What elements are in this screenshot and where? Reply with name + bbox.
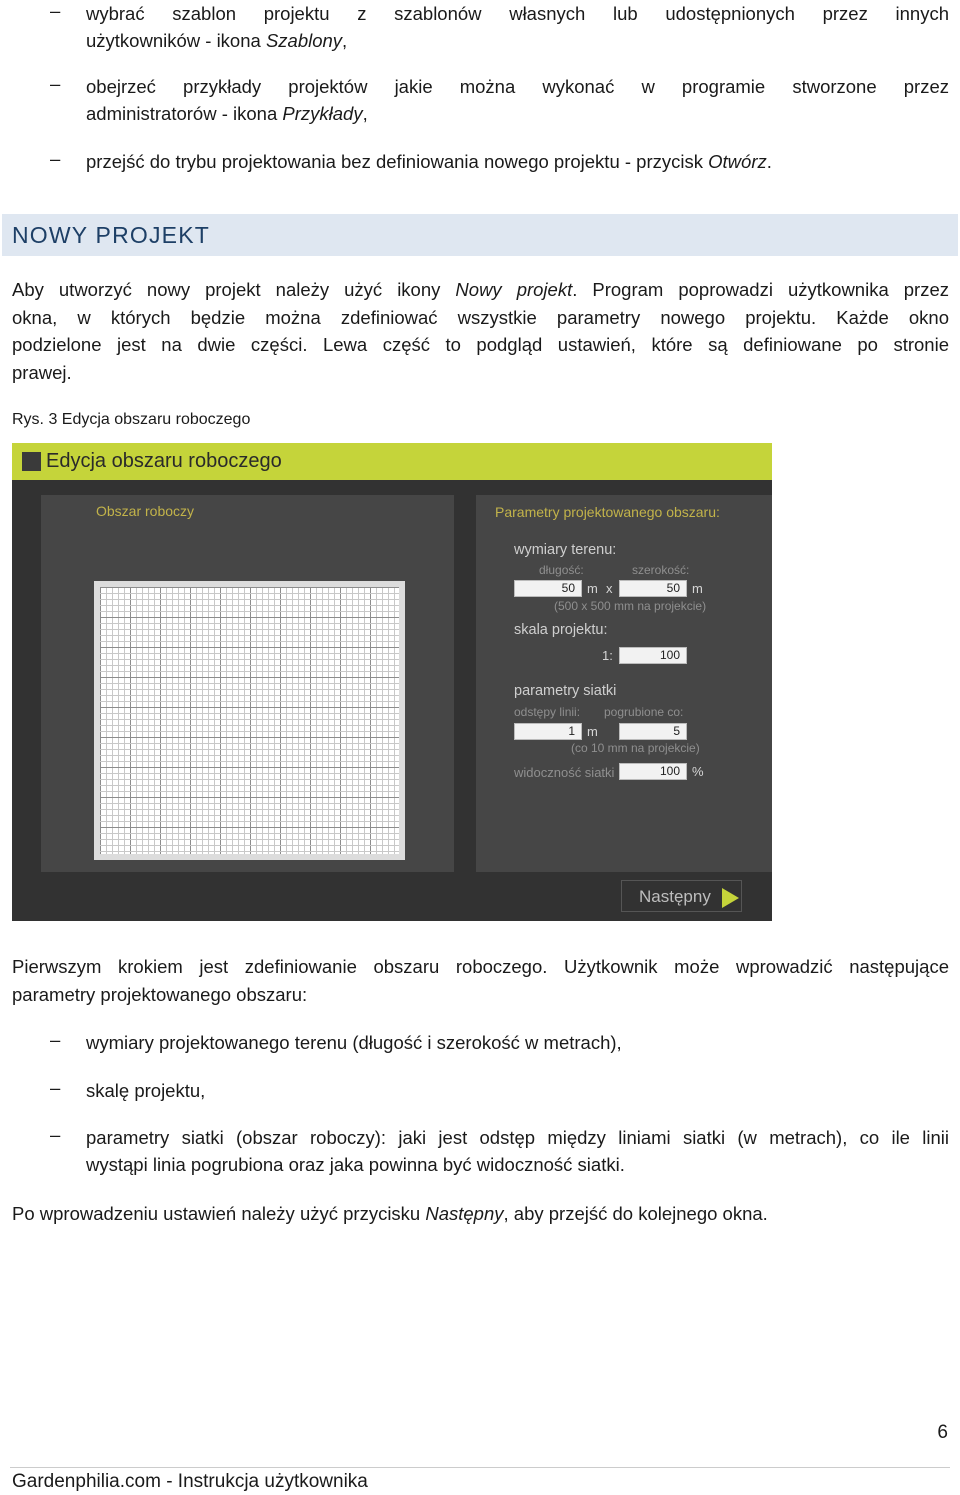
window-title: Edycja obszaru roboczego [46,450,282,472]
footer-divider [10,1467,950,1468]
page-number: 6 [937,1422,948,1443]
bullet-text [86,73,949,127]
section-heading [2,214,958,256]
figure-caption: Rys. 3 Edycja obszaru roboczego [12,411,251,428]
scale-prefix: 1: [602,648,613,663]
next-button-label: Następny [639,887,711,906]
window-square-icon [22,452,41,471]
italic-term: Szablony [265,30,343,51]
workspace-panel-title: Obszar roboczy [96,503,195,519]
bullet-text [86,0,949,54]
steps-paragraph [12,953,949,1008]
width-unit: m [692,581,703,596]
text-line: użytkowników - ikona Szablony, [86,30,348,51]
text-line: okna, w których będzie można zdefiniować wszystkie parametry nowego projektu. Każde okno [12,306,949,328]
grid-visibility-label: widoczność siatki [514,765,615,780]
text-line: skalę projektu, [86,1080,206,1101]
size-note: (500 x 500 mm na projekcie) [554,599,707,613]
text-line: wystąpi linia pogrubiona oraz jaka powinna być widoczność siatki. [86,1154,625,1175]
grid-note: (co 10 mm na projekcie) [571,741,700,755]
closing-paragraph [12,1200,949,1228]
app-screenshot-figure [12,443,772,921]
bullet-text [86,1124,949,1178]
grid-preview-canvas [100,587,399,854]
bullet-dash: – [50,1124,61,1145]
bold-every-input[interactable]: 5 [619,723,687,740]
bullet-dash: – [50,0,61,21]
text-line: wymiary projektowanego terenu (długość i szerokość w metrach), [86,1032,622,1053]
scale-input[interactable]: 100 [619,647,687,664]
text-line: parametry siatki (obszar roboczy): jaki jest odstęp między liniami siatki (w metrach), co ile linii [86,1127,949,1148]
text-line: przejść do trybu projektowania bez definiowania nowego projektu - przycisk Otwórz. [86,151,772,172]
line-spacing-input[interactable]: 1 [514,723,582,740]
line-spacing-unit: m [587,724,598,739]
text-line: prawej. [12,361,72,383]
italic-term: Nowy projekt [455,279,573,300]
percent-unit: % [692,764,704,779]
italic-term: Przykłady [282,103,363,124]
bullet-text [86,1077,949,1104]
length-input[interactable]: 50 [514,580,582,597]
line-spacing-label: odstępy linii: [514,705,581,719]
bullet-dash: – [50,1077,61,1098]
times-sign: x [606,581,613,596]
section-title: NOWY PROJEKT [12,222,210,248]
grid-params-label: parametry siatki [514,683,617,699]
window-title-bar [12,443,772,480]
grid-visibility-input[interactable]: 100 [619,763,687,780]
scale-label: skala projektu: [514,622,608,638]
parameters-panel-title: Parametry projektowanego obszaru: [495,504,720,520]
italic-term: Następny [425,1203,504,1224]
footer-text: Gardenphilia.com - Instrukcja użytkownika [12,1471,368,1492]
length-label: długość: [539,563,584,577]
text-line: Po wprowadzeniu ustawień należy użyć przycisku Następny, aby przejść do kolejnego okna. [12,1203,768,1224]
bullet-dash: – [50,148,61,169]
length-unit: m [587,581,598,596]
text-line: Pierwszym krokiem jest zdefiniowanie obszaru roboczego. Użytkownik może wprowadzić następujące [12,956,949,977]
text-line: Aby utworzyć nowy projekt należy użyć ikony Nowy projekt. Program poprowadzi użytkownika przez [12,279,949,300]
italic-term: Otwórz [708,151,767,172]
text-line: administratorów - ikona Przykłady, [86,103,368,124]
text-line: podzielone jest na dwie części. Lewa część to podgląd ustawień, które są definiowane po stronie [12,334,949,355]
text-line: parametry projektowanego obszaru: [12,983,308,1005]
next-button[interactable] [621,880,742,912]
parameters-panel [476,495,772,872]
text-line: wybrać szablon projektu z szablonów własnych lub udostępnionych przez innych [86,3,949,24]
bold-every-label: pogrubione co: [604,705,684,719]
grid-preview [94,581,405,860]
workspace-preview-panel [41,495,454,872]
bullet-text [86,148,949,175]
bullet-dash: – [50,1029,61,1050]
width-input[interactable]: 50 [619,580,687,597]
play-arrow-icon [722,888,739,908]
bullet-dash: – [50,73,61,94]
text-line: obejrzeć przykłady projektów jakie można wykonać w programie stworzone przez [86,76,949,97]
bullet-text [86,1029,949,1056]
terrain-dimensions-label: wymiary terenu: [514,542,617,558]
width-label: szerokość: [632,563,690,577]
grid-background [100,587,399,854]
intro-paragraph [12,276,949,386]
